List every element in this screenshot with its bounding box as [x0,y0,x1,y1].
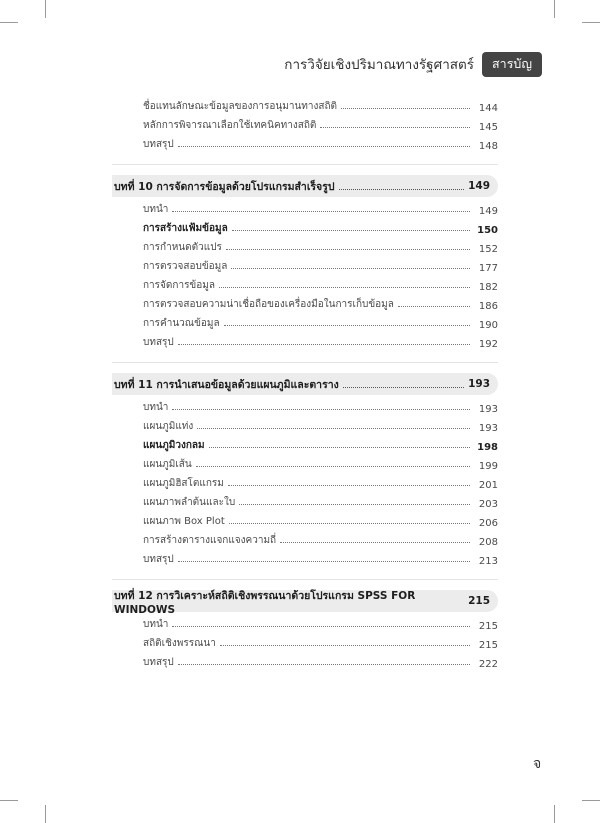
chapter-page: 149 [468,180,490,192]
toc-entry-title: บทสรุป [143,657,174,668]
toc-entry[interactable] [112,236,498,255]
dot-leader [280,541,470,543]
dot-leader [178,343,470,345]
dot-leader [320,126,470,128]
chapter-title: บทที่ 10 การจัดการข้อมูลด้วยโปรแกรมสำเร็จรูป [114,180,335,193]
chapter-heading[interactable] [112,589,498,616]
toc-entry-title: แผนภาพ Box Plot [143,516,225,527]
dot-leader [172,625,470,627]
toc-entry-title: บทสรุป [143,337,174,348]
crop-mark-right-bottom [582,800,600,801]
table-of-contents [112,95,498,670]
dot-leader [339,188,465,190]
toc-entry-title: บทสรุป [143,554,174,565]
toc-entry-title: แผนภูมิฮิสโตแกรม [143,478,224,489]
page-number: จ [533,756,542,772]
toc-entry-page: 145 [478,122,498,133]
section-tab: สารบัญ [482,52,542,77]
toc-entry-page: 198 [477,442,498,453]
toc-entry-title: ชื่อแทนลักษณะข้อมูลของการอนุมานทางสถิติ [143,101,338,112]
dot-leader [196,465,470,467]
toc-entry-page: 193 [478,423,498,434]
toc-entry-page: 193 [478,404,498,415]
toc-entry[interactable] [112,331,498,350]
toc-entry[interactable] [112,491,498,510]
toc-entry-page: 150 [477,225,498,236]
toc-entry-page: 186 [478,301,498,312]
toc-entry-page: 148 [478,141,498,152]
toc-entry[interactable] [112,133,498,152]
toc-entry[interactable] [112,198,498,217]
toc-entry-title: แผนภูมิวงกลม [143,440,205,451]
toc-entry[interactable] [112,548,498,567]
dot-leader [224,324,470,326]
toc-entry-page: 215 [478,640,498,651]
chapter-divider [112,362,498,363]
toc-entry-page: 192 [478,339,498,350]
toc-entry[interactable] [112,95,498,114]
chapter-heading[interactable] [112,373,498,395]
crop-mark-left-bottom [0,800,18,801]
toc-entry-title: บทนำ [143,619,169,630]
toc-entry-title: บทนำ [143,402,169,413]
toc-entry-page: 222 [478,659,498,670]
chapter-page: 215 [468,595,490,607]
chapter-divider [112,164,498,165]
dot-leader [343,386,464,388]
dot-leader [172,408,470,410]
dot-leader [197,427,470,429]
toc-entry[interactable] [112,613,498,632]
toc-entry-page: 201 [478,480,498,491]
toc-entry[interactable] [112,217,498,236]
book-title: การวิจัยเชิงปริมาณทางรัฐศาสตร์ [284,57,475,73]
toc-entry-page: 215 [478,621,498,632]
toc-entry[interactable] [112,529,498,548]
toc-entry[interactable] [112,274,498,293]
dot-leader [229,522,470,524]
dot-leader [219,286,470,288]
toc-entry-title: การคำนวณข้อมูล [143,318,220,329]
chapter-page: 193 [468,378,490,390]
toc-entry-page: 144 [478,103,498,114]
toc-entry-title: การสร้างแฟ้มข้อมูล [143,223,228,234]
dot-leader [231,267,470,269]
toc-entry-page: 213 [478,556,498,567]
toc-entry-page: 203 [478,499,498,510]
toc-entry-page: 190 [478,320,498,331]
toc-entry-title: แผนภูมิเส้น [143,459,192,470]
dot-leader [226,248,470,250]
toc-entry-title: บทสรุป [143,139,174,150]
toc-entry-page: 149 [478,206,498,217]
toc-entry-title: การตรวจสอบข้อมูล [143,261,228,272]
crop-mark-bottom-left [45,805,46,823]
toc-entry-title: แผนภาพลำต้นและใบ [143,497,236,508]
toc-entry[interactable] [112,396,498,415]
toc-entry-title: การสร้างตารางแจกแจงความถี่ [143,535,277,546]
toc-entry-title: แผนภูมิแท่ง [143,421,194,432]
dot-leader [239,503,470,505]
toc-entry[interactable] [112,255,498,274]
toc-entry[interactable] [112,651,498,670]
chapter-title: บทที่ 11 การนำเสนอข้อมูลด้วยแผนภูมิและตาราง [114,378,339,391]
chapter-divider [112,579,498,580]
chapter-title: บทที่ 12 การวิเคราะห์สถิติเชิงพรรณนาด้วยโปรแกรม SPSS FOR WINDOWS [114,589,416,616]
toc-entry-title: การตรวจสอบความน่าเชื่อถือของเครื่องมือในการเก็บข้อมูล [143,299,394,310]
dot-leader [232,229,470,231]
crop-mark-right-top [582,22,600,23]
dot-leader [178,663,470,665]
toc-entry-title: หลักการพิจารณาเลือกใช้เทคนิคทางสถิติ [143,120,317,131]
dot-leader [209,446,470,448]
toc-entry[interactable] [112,114,498,133]
dot-leader [398,305,470,307]
dot-leader [178,145,470,147]
toc-entry-title: สถิติเชิงพรรณนา [143,638,216,649]
dot-leader [341,107,470,109]
toc-entry-page: 208 [478,537,498,548]
running-header [284,53,542,75]
chapter-heading[interactable] [112,175,498,197]
toc-entry[interactable] [112,632,498,651]
toc-entry[interactable] [112,293,498,312]
toc-entry-page: 206 [478,518,498,529]
crop-mark-top-right [554,0,555,18]
dot-leader [178,560,470,562]
toc-entry[interactable] [112,472,498,491]
toc-entry[interactable] [112,510,498,529]
toc-entry-page: 199 [478,461,498,472]
toc-entry[interactable] [112,415,498,434]
dot-leader [228,484,470,486]
crop-mark-top-left [45,0,46,18]
toc-entry[interactable] [112,453,498,472]
crop-mark-bottom-right [554,805,555,823]
toc-entry-page: 182 [478,282,498,293]
toc-entry[interactable] [112,434,498,453]
dot-leader [172,210,470,212]
toc-entry[interactable] [112,312,498,331]
crop-mark-left-top [0,22,18,23]
toc-entry-page: 177 [478,263,498,274]
toc-entry-title: การกำหนดตัวแปร [143,242,222,253]
toc-entry-page: 152 [478,244,498,255]
toc-entry-title: บทนำ [143,204,169,215]
dot-leader [220,644,470,646]
toc-entry-title: การจัดการข้อมูล [143,280,215,291]
